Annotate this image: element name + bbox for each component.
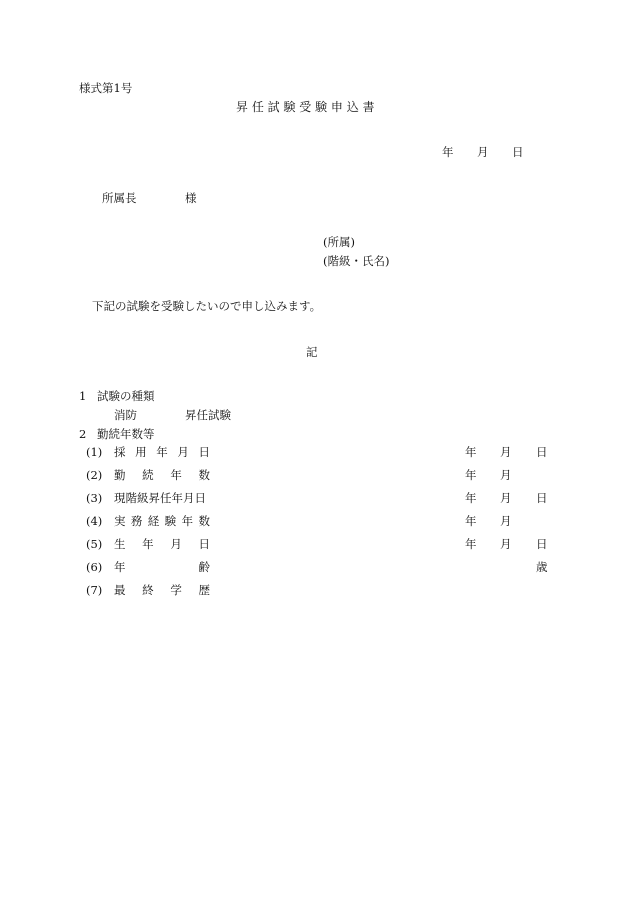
ki-heading: 記 [306,345,318,359]
item-label: 実 務 経 験 年 数 [114,514,210,528]
item-number: (3) [86,491,103,505]
addressee-label: 所属長 [102,191,137,205]
item-number: (4) [86,514,103,528]
item-unit: 月 [500,491,512,505]
item-number: (6) [86,560,103,574]
item-number: (2) [86,468,103,482]
date-day: 日 [512,145,524,159]
item-unit: 年 [465,445,477,459]
page-title: 昇 任 試 験 受 験 申 込 書 [236,100,375,114]
item-unit: 年 [465,514,477,528]
date-month: 月 [477,145,489,159]
item-unit: 月 [500,468,512,482]
section2-number: 2 [79,427,87,441]
item-unit: 月 [500,514,512,528]
form-number: 様式第1号 [79,81,133,95]
item-unit: 年 [465,468,477,482]
item-unit: 歳 [536,560,548,574]
section1-number: 1 [79,389,87,403]
item-number: (7) [86,583,103,597]
applicant-rank-name: (階級・氏名) [323,254,390,268]
item-label: 生 年 月 日 [114,537,210,551]
item-unit: 年 [465,537,477,551]
item-unit: 日 [536,537,548,551]
item-unit: 月 [500,445,512,459]
item-unit: 日 [536,445,548,459]
section2-heading: 勤続年数等 [97,427,155,441]
item-label: 年 齢 [114,560,210,574]
item-label: 最 終 学 歴 [114,583,210,597]
item-label: 勤 続 年 数 [114,468,210,482]
item-number: (5) [86,537,103,551]
section1-category: 消防 [114,408,137,422]
section1-heading: 試験の種類 [97,389,155,403]
applicant-affiliation: (所属) [323,235,355,249]
item-label: 採 用 年 月 日 [114,445,210,459]
item-unit: 月 [500,537,512,551]
section1-exam: 昇任試験 [185,408,231,422]
item-label: 現階級昇任年月日 [114,491,206,505]
statement: 下記の試験を受験したいので申し込みます。 [92,299,322,313]
addressee-honorific: 様 [185,191,197,205]
item-unit: 日 [536,491,548,505]
item-number: (1) [86,445,103,459]
item-unit: 年 [465,491,477,505]
date-year: 年 [442,145,454,159]
